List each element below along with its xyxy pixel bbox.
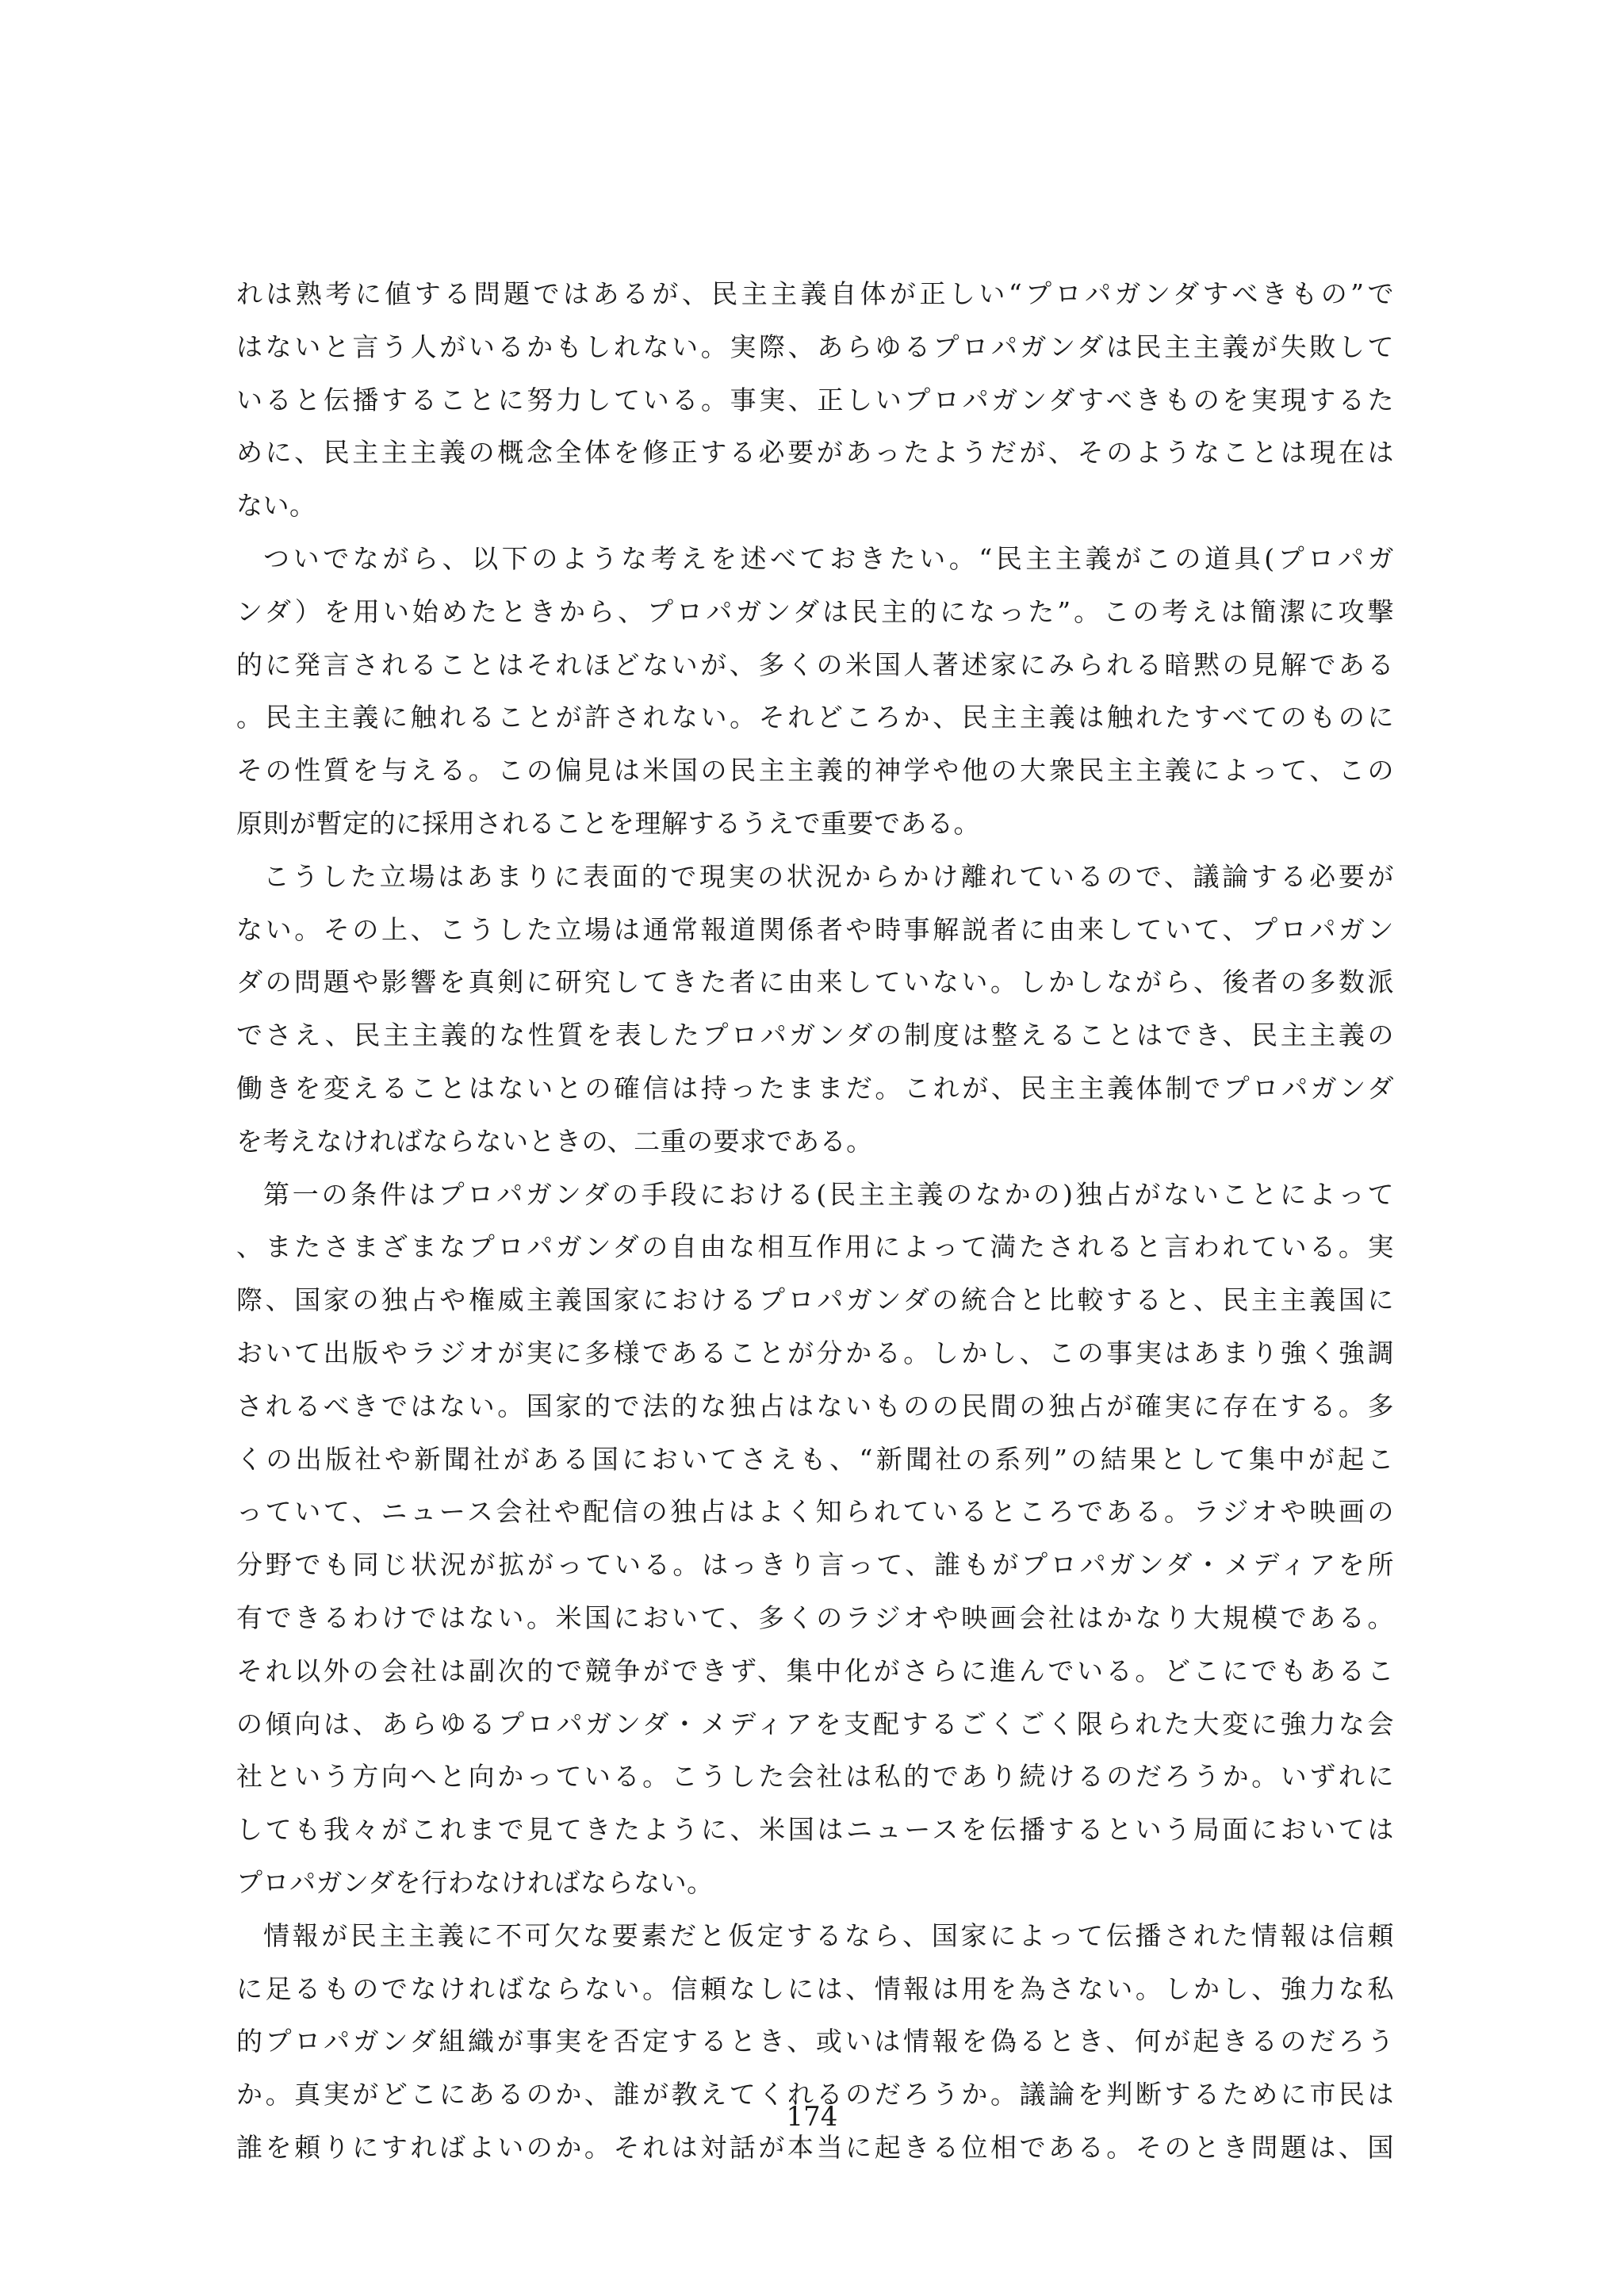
paragraph-4: [236, 1169, 1394, 1910]
text-line: れは熟考に値する問題ではあるが、民主主義自体が正しい“プロパガンダすべきもの”で: [236, 278, 1394, 309]
text-line: 誰を頼りにすればよいのか。それは対話が本当に起きる位相である。そのとき問題は、国: [236, 2131, 1394, 2163]
text-line: を考えなければならないときの、二重の要求である。: [236, 1125, 873, 1157]
text-line: 際、国家の独占や権威主義国家におけるプロパガンダの統合と比較すると、民主主義国に: [236, 1284, 1394, 1316]
paragraph-2: [236, 533, 1394, 851]
text-line: ない。: [236, 490, 316, 522]
text-line: それ以外の会社は副次的で競争ができず、集中化がさらに進んでいる。どこにでもあるこ: [236, 1655, 1394, 1686]
text-line: の傾向は、あらゆるプロパガンダ・メディアを支配するごくごく限られた大変に強力な会: [236, 1708, 1394, 1739]
text-line: 、またさまざまなプロパガンダの自由な相互作用によって満たされると言われている。実: [236, 1231, 1394, 1263]
body-text: [236, 268, 1394, 2175]
text-line: 原則が暫定的に採用されることを理解するうえで重要である。: [236, 807, 980, 839]
text-line: おいて出版やラジオが実に多様であることが分かる。しかし、この事実はあまり強く強調: [236, 1337, 1394, 1368]
text-line: 有できるわけではない。米国において、多くのラジオや映画会社はかなり大規模である。: [236, 1601, 1394, 1633]
text-line: でさえ、民主主義的な性質を表したプロパガンダの制度は整えることはでき、民主主義の: [236, 1020, 1394, 1051]
text-line: ついでながら、以下のような考えを述べておきたい。“民主主義がこの道具(プロパガ: [263, 542, 1394, 574]
text-line: 的プロパガンダ組織が事実を否定するとき、或いは情報を偽るとき、何が起きるのだろう: [236, 2026, 1394, 2057]
paragraph-3: [236, 851, 1394, 1169]
text-line: 分野でも同じ状況が拡がっている。はっきり言って、誰もがプロパガンダ・メディアを所: [236, 1549, 1394, 1581]
text-line: いると伝播することに努力している。事実、正しいプロパガンダすべきものを実現するた: [236, 384, 1394, 415]
text-line: っていて、ニュース会社や配信の独占はよく知られているところである。ラジオや映画の: [236, 1496, 1394, 1528]
text-line: プロパガンダを行わなければならない。: [236, 1866, 714, 1898]
text-line: こうした立場はあまりに表面的で現実の状況からかけ離れているので、議論する必要が: [263, 860, 1394, 892]
page-number: 174: [786, 2101, 838, 2133]
text-line: 。民主主義に触れることが許されない。それどころか、民主主義は触れたすべてのものに: [236, 702, 1394, 733]
text-line: か。真実がどこにあるのか、誰が教えてくれるのだろうか。議論を判断するために市民は: [236, 2079, 1394, 2110]
text-line: に足るものでなければならない。信頼なしには、情報は用を為さない。しかし、強力な私: [236, 1973, 1394, 2004]
text-line: くの出版社や新聞社がある国においてさえも、“新聞社の系列”の結果として集中が起こ: [236, 1443, 1394, 1475]
text-line: 第一の条件はプロパガンダの手段における(民主主義のなかの)独占がないことによって: [263, 1178, 1394, 1210]
paragraph-5: [236, 1910, 1394, 2175]
text-line: しても我々がこれまで見てきたように、米国はニュースを伝播するという局面においては: [236, 1814, 1394, 1846]
text-line: されるべきではない。国家的で法的な独占はないものの民間の独占が確実に存在する。多: [236, 1390, 1394, 1422]
text-line: 働きを変えることはないとの確信は持ったままだ。これが、民主主義体制でプロパガンダ: [236, 1072, 1394, 1104]
text-line: ない。その上、こうした立場は通常報道関係者や時事解説者に由来していて、プロパガン: [236, 913, 1394, 945]
text-line: めに、民主主主義の概念全体を修正する必要があったようだが、そのようなことは現在は: [236, 437, 1394, 469]
text-line: はないと言う人がいるかもしれない。実際、あらゆるプロパガンダは民主主義が失敗して: [236, 331, 1394, 362]
text-line: 情報が民主主義に不可欠な要素だと仮定するなら、国家によって伝播された情報は信頼: [263, 1919, 1394, 1951]
text-line: その性質を与える。この偏見は米国の民主主義的神学や他の大衆民主主義によって、この: [236, 755, 1394, 786]
text-line: ンダ）を用い始めたときから、プロパガンダは民主的になった”。この考えは簡潔に攻撃: [236, 595, 1394, 627]
text-line: 社という方向へと向かっている。こうした会社は私的であり続けるのだろうか。いずれに: [236, 1761, 1394, 1793]
text-line: 的に発言されることはそれほどないが、多くの米国人著述家にみられる暗黙の見解である: [236, 649, 1394, 680]
text-line: ダの問題や影響を真剣に研究してきた者に由来していない。しかしながら、後者の多数派: [236, 966, 1394, 998]
paragraph-1: [236, 268, 1394, 533]
